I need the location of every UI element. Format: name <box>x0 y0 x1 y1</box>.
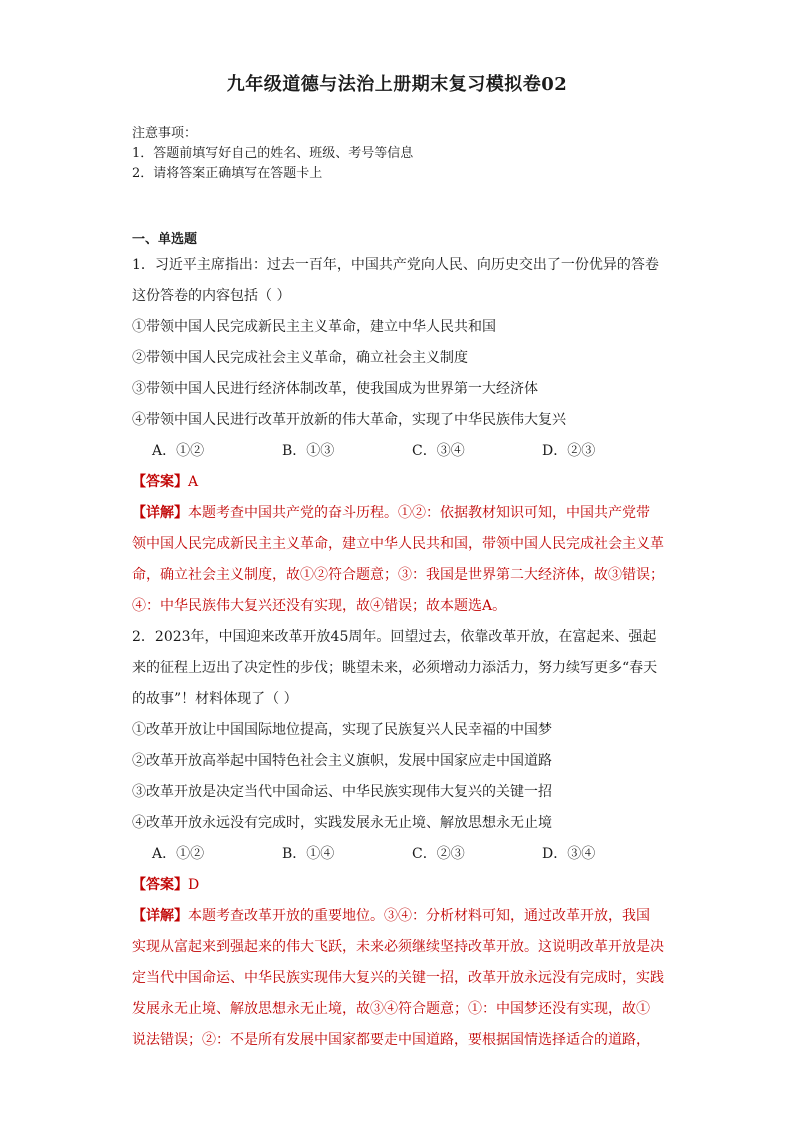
detail-line: 发展永无止境、解放思想永无止境，故③④符合题意；①：中国梦还没有实现，故① <box>132 1001 650 1017</box>
detail-line <box>132 498 672 529</box>
statement: ①带领中国人民完成新民主主义革命，建立中华人民共和国 <box>132 319 496 335</box>
question-1 <box>132 250 672 622</box>
page-title: 九年级道德与法治上册期末复习模拟卷02 <box>226 74 568 95</box>
statement: ④带领中国人民进行改革开放新的伟大革命，实现了中华民族伟大复兴 <box>132 412 566 428</box>
question-stem-line: 来的征程上迈出了决定性的步伐；眺望未来，必须增动力添活力，努力续写更多“春天 <box>132 660 658 676</box>
statement: ②带领中国人民完成社会主义革命，确立社会主义制度 <box>132 350 468 366</box>
statement: ②改革开放高举起中国特色社会主义旗帜，发展中国家应走中国道路 <box>132 753 552 769</box>
option-a: A．①② <box>152 846 205 862</box>
question-stem-line: 2．2023年，中国迎来改革开放45周年。回望过去，依靠改革开放，在富起来、强起 <box>132 629 657 645</box>
notes-heading: 注意事项： <box>132 126 198 141</box>
detail-line <box>132 901 672 932</box>
statement: ③带领中国人民进行经济体制改革，使我国成为世界第一大经济体 <box>132 381 538 397</box>
option-c: C．②③ <box>412 846 465 862</box>
option-a: A．①② <box>152 443 205 459</box>
option-b: B．①④ <box>282 846 335 862</box>
option-d: D．③④ <box>542 846 596 862</box>
detail-label: 【详解】 <box>132 908 188 924</box>
option-c: C．③④ <box>412 443 465 459</box>
options-row <box>132 839 672 870</box>
statement: ③改革开放是决定当代中国命运、中华民族实现伟大复兴的关键一招 <box>132 784 552 800</box>
detail-line: 领中国人民完成新民主主义革命，建立中华人民共和国，带领中国人民完成社会主义革 <box>132 536 664 552</box>
statement: ④改革开放永远没有完成时，实践发展永无止境、解放思想永无止境 <box>132 815 552 831</box>
answer-value: D <box>188 877 200 893</box>
detail-label: 【详解】 <box>132 505 188 521</box>
question-stem-line: 的故事”！材料体现了（ ） <box>132 691 298 707</box>
answer-line <box>132 467 672 498</box>
section-heading: 一、单选题 <box>132 232 198 247</box>
detail-text: 本题考查改革开放的重要地位。③④：分析材料可知，通过改革开放，我国 <box>188 908 650 924</box>
notes-block <box>132 124 413 184</box>
answer-label: 【答案】 <box>132 877 188 893</box>
statement: ①改革开放让中国国际地位提高，实现了民族复兴人民幸福的中国梦 <box>132 722 552 738</box>
question-list <box>132 250 672 1056</box>
question-stem-line: 1．习近平主席指出：过去一百年，中国共产党向人民、向历史交出了一份优异的答卷 <box>132 257 659 273</box>
question-2 <box>132 622 672 1056</box>
question-stem-line: 这份答卷的内容包括（ ） <box>132 288 291 304</box>
answer-value: A <box>188 474 199 490</box>
detail-line: 定当代中国命运、中华民族实现伟大复兴的关键一招，改革开放永远没有完成时，实践 <box>132 970 664 986</box>
detail-text: 本题考查中国共产党的奋斗历程。①②：依据教材知识可知，中国共产党带 <box>188 505 650 521</box>
option-b: B．①③ <box>282 443 335 459</box>
notes-item: 1．答题前填写好自己的姓名、班级、考号等信息 <box>132 146 414 161</box>
answer-line <box>132 870 672 901</box>
option-d: D．②③ <box>542 443 596 459</box>
notes-item: 2．请将答案正确填写在答题卡上 <box>132 166 323 181</box>
detail-line: 实现从富起来到强起来的伟大飞跃，未来必须继续坚持改革开放。这说明改革开放是决 <box>132 939 664 955</box>
detail-line: 命，确立社会主义制度，故①②符合题意；③：我国是世界第二大经济体，故③错误； <box>132 567 664 583</box>
answer-label: 【答案】 <box>132 474 188 490</box>
detail-line: 说法错误；②：不是所有发展中国家都要走中国道路，要根据国情选择适合的道路， <box>132 1032 650 1048</box>
options-row <box>132 436 672 467</box>
detail-line: ④：中华民族伟大复兴还没有实现，故④错误；故本题选A。 <box>132 598 507 614</box>
